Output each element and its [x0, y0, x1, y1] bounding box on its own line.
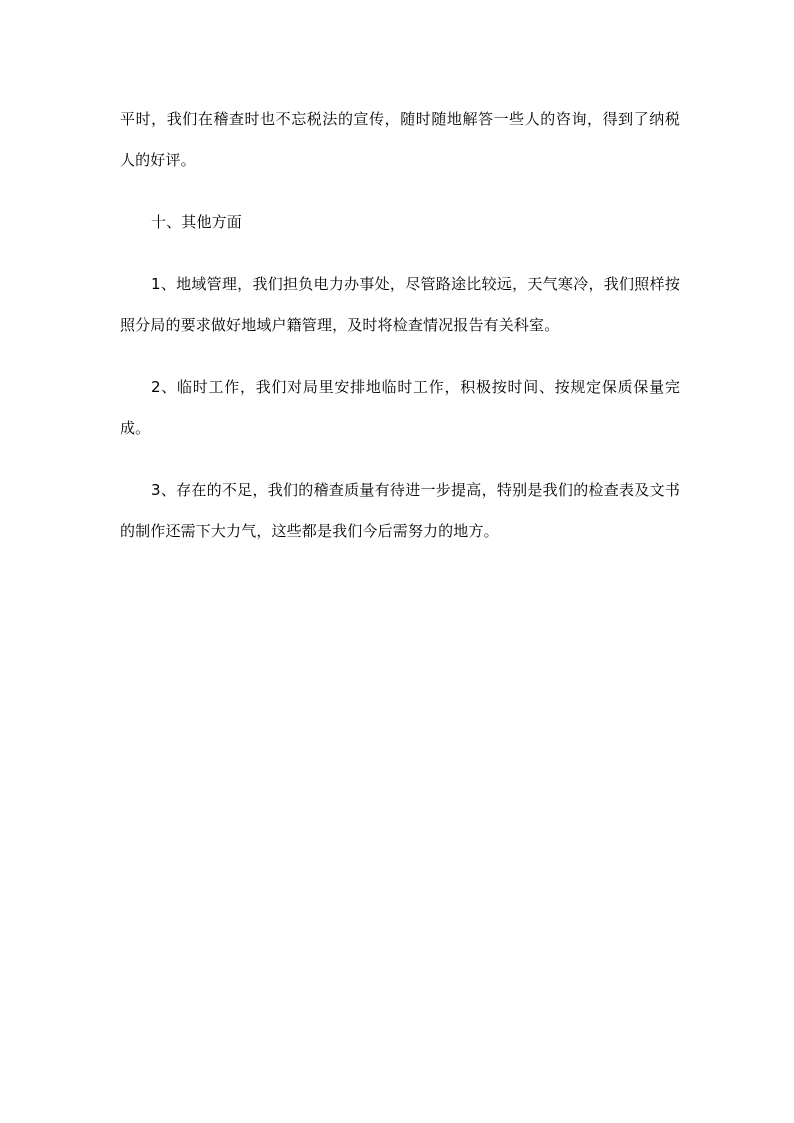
paragraph-shortcomings: 3、存在的不足，我们的稽查质量有待进一步提高，特别是我们的检查表及文书的制作还需下大力气，这些都是我们今后需努力的地方。: [120, 481, 680, 540]
paragraph-regional-management: 1、地域管理，我们担负电力办事处，尽管路途比较远，天气寒冷，我们照样按照分局的要求做好地域户籍管理，及时将检查情况报告有关科室。: [120, 275, 680, 334]
paragraph-spacer: [120, 243, 680, 264]
paragraph-tax-promotion: 平时，我们在稽查时也不忘税法的宣传，随时随地解答一些人的咨询，得到了纳税人的好评。: [120, 110, 680, 169]
section-heading-other-aspects: 十、其他方面: [151, 213, 242, 231]
document-body: [120, 99, 680, 552]
paragraph-spacer: [120, 346, 680, 367]
paragraph-spacer: [120, 181, 680, 202]
paragraph-spacer: [120, 449, 680, 470]
paragraph-temporary-work: 2、临时工作，我们对局里安排地临时工作，积极按时间、按规定保质保量完成。: [120, 378, 680, 437]
